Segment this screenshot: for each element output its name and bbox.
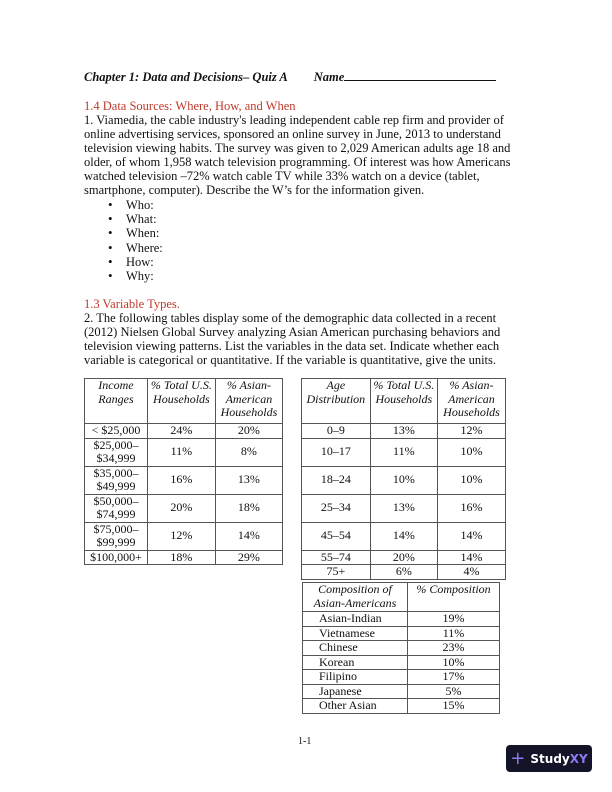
badge-text (530, 752, 587, 766)
cell: 18% (147, 550, 215, 565)
quiz-title-line (84, 68, 496, 85)
composition-table (302, 582, 500, 714)
table-row (303, 612, 500, 627)
table-row (303, 626, 500, 641)
table-row (85, 424, 283, 439)
cell: 10% (437, 438, 505, 466)
cell: 10% (437, 466, 505, 494)
table-row (302, 550, 506, 565)
income-table (84, 378, 283, 565)
studyxy-badge[interactable] (506, 745, 592, 772)
quiz-title: Chapter 1: Data and Decisions– Quiz A (84, 70, 288, 84)
cell: 20% (147, 494, 215, 522)
cell: 20% (370, 550, 437, 565)
question-2-text: 2. The following tables display some of the demographic data collected in a recent (2012) Nielsen Global Survey analyzing Asian American purchasing behaviors and television viewing patterns. List the variables in the data set. Indicate whether each variable is categorical or quantitative. If the variable is quantitative, give the units. (84, 311, 501, 367)
table-header-row (303, 583, 500, 612)
cell: 16% (437, 494, 505, 522)
header-income-ranges: Income Ranges (85, 379, 148, 424)
section-heading-1-4: 1.4 Data Sources: Where, How, and When (84, 99, 296, 113)
cell: $35,000– $49,999 (85, 466, 148, 494)
table-row (303, 641, 500, 656)
cell: 13% (215, 466, 282, 494)
table-row (302, 466, 506, 494)
cell: 55–74 (302, 550, 371, 565)
header-percent-composition: % Composition (408, 583, 500, 612)
header-asian-american: % Asian-American Households (437, 379, 505, 424)
cell: 75+ (302, 565, 371, 580)
bullet-where: • Where: (108, 241, 163, 255)
cell: $25,000– $34,999 (85, 438, 148, 466)
table-header-row (302, 379, 506, 424)
cell: < $25,000 (85, 424, 148, 439)
cell: 11% (370, 438, 437, 466)
cell: 18% (215, 494, 282, 522)
cell: Vietnamese (303, 626, 408, 641)
cell: Other Asian (303, 699, 408, 714)
name-blank-line (344, 68, 496, 81)
table-row (85, 494, 283, 522)
header-asian-american: % Asian-American Households (215, 379, 282, 424)
cell: 6% (370, 565, 437, 580)
cell: 11% (408, 626, 500, 641)
table-row (302, 522, 506, 550)
cell: 17% (408, 670, 500, 685)
question-1-text: 1. Viamedia, the cable industry's leading independent cable rep firm and provider of online advertising services, sponsored an online survey in June, 2013 to understand television viewing habits. The survey was given to 2,029 American adults age 18 and older, of whom 1,958 watch television programming. Of interest was how Americans watched television –72% watch cable TV while 33% watch on a device (tablet, smartphone, computer). Describe the W’s for the information given. (84, 113, 511, 197)
header-total-us: % Total U.S. Households (147, 379, 215, 424)
section-heading-1-3: 1.3 Variable Types. (84, 297, 180, 311)
plus-icon: + (510, 747, 526, 769)
cell: 24% (147, 424, 215, 439)
cell: 10% (370, 466, 437, 494)
cell: $100,000+ (85, 550, 148, 565)
table-row (302, 438, 506, 466)
bullet-how: • How: (108, 255, 163, 269)
cell: 0–9 (302, 424, 371, 439)
age-table (301, 378, 506, 580)
table-row (303, 670, 500, 685)
cell: $50,000– $74,999 (85, 494, 148, 522)
header-age-distribution: Age Distribution (302, 379, 371, 424)
table-row (302, 424, 506, 439)
cell: 13% (370, 494, 437, 522)
cell: 13% (370, 424, 437, 439)
table-row (85, 522, 283, 550)
cell: 8% (215, 438, 282, 466)
cell: 29% (215, 550, 282, 565)
badge-text-main: Study (530, 751, 570, 766)
table-row (85, 466, 283, 494)
bullet-why: • Why: (108, 269, 163, 283)
cell: 14% (437, 550, 505, 565)
cell: Chinese (303, 641, 408, 656)
table-row (303, 699, 500, 714)
header-composition-of: Composition of Asian-Americans (303, 583, 408, 612)
table-row (85, 438, 283, 466)
cell: 5% (408, 684, 500, 699)
cell: Asian-Indian (303, 612, 408, 627)
cell: 10–17 (302, 438, 371, 466)
cell: 10% (408, 655, 500, 670)
cell: $75,000– $99,999 (85, 522, 148, 550)
table-header-row (85, 379, 283, 424)
cell: 45–54 (302, 522, 371, 550)
cell: 12% (437, 424, 505, 439)
table-row (303, 684, 500, 699)
badge-text-accent: XY (569, 751, 588, 766)
cell: Filipino (303, 670, 408, 685)
cell: Korean (303, 655, 408, 670)
bullet-who: • Who: (108, 198, 163, 212)
cell: 14% (215, 522, 282, 550)
cell: Japanese (303, 684, 408, 699)
table-row (85, 550, 283, 565)
cell: 15% (408, 699, 500, 714)
table-row (302, 494, 506, 522)
cell: 11% (147, 438, 215, 466)
table-row (303, 655, 500, 670)
cell: 14% (437, 522, 505, 550)
cell: 25–34 (302, 494, 371, 522)
ws-bullet-list (108, 198, 163, 283)
cell: 18–24 (302, 466, 371, 494)
bullet-when: • When: (108, 226, 163, 240)
cell: 19% (408, 612, 500, 627)
cell: 16% (147, 466, 215, 494)
header-total-us: % Total U.S. Households (370, 379, 437, 424)
cell: 14% (370, 522, 437, 550)
table-row (302, 565, 506, 580)
cell: 23% (408, 641, 500, 656)
bullet-what: • What: (108, 212, 163, 226)
page-number: 1-1 (298, 736, 312, 747)
cell: 4% (437, 565, 505, 580)
cell: 12% (147, 522, 215, 550)
cell: 20% (215, 424, 282, 439)
name-label: Name (313, 70, 345, 84)
